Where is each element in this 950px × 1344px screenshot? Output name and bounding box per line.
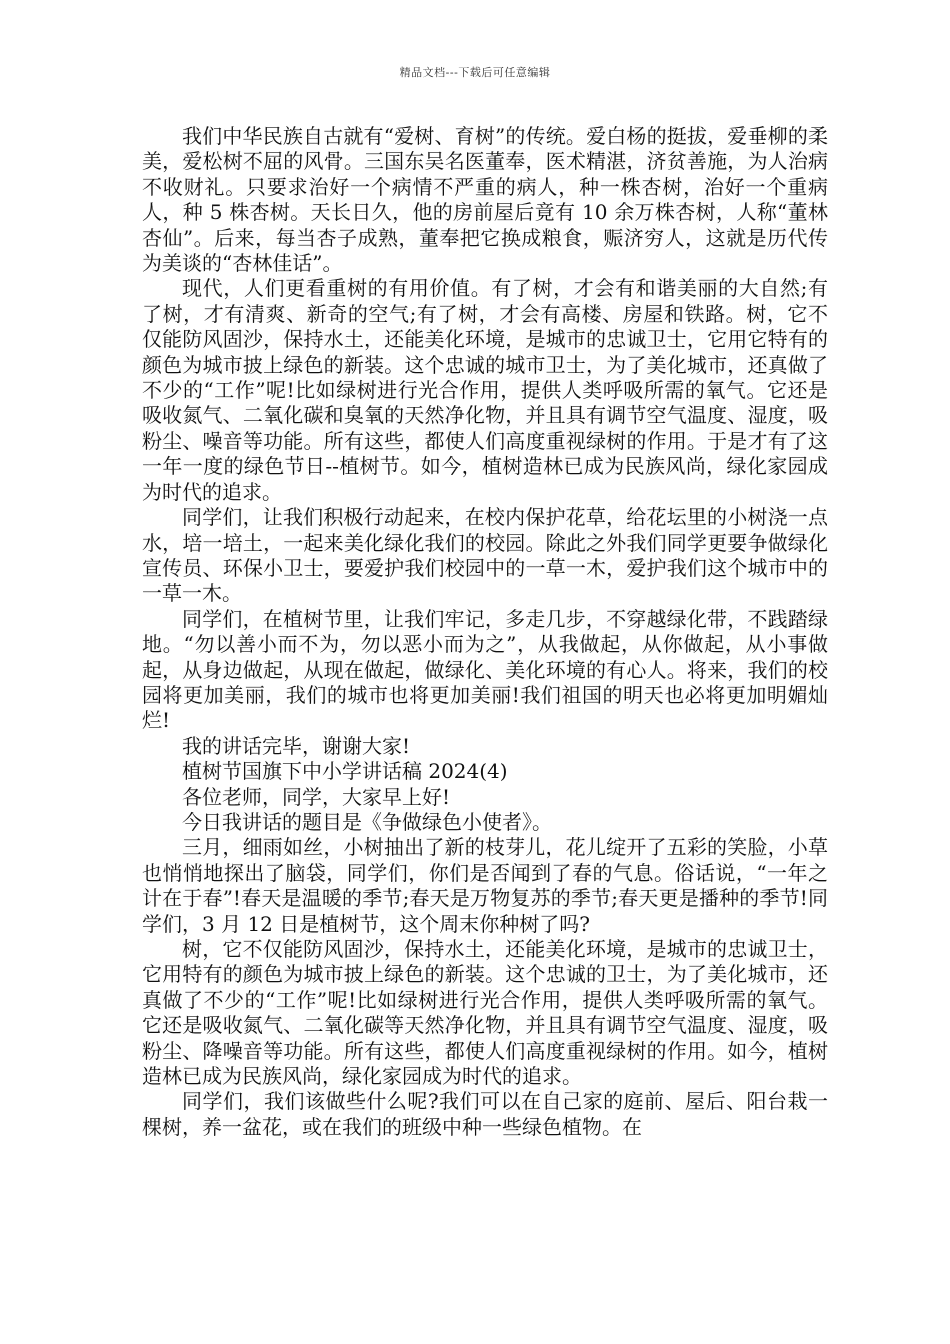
paragraph-spring: 三月，细雨如丝，小树抽出了新的枝芽儿，花儿绽开了五彩的笑脸，小草也悄悄地探出了脑袋，同学们，你们是否闻到了春的气息。俗话说，“一年之计在于春”!春天是温暖的季节;春天是万物复苏的季节;春天更是播种的季节!同学们，3 月 12 日是植树节，这个周末你种树了吗?	[142, 835, 828, 936]
section-title: 植树节国旗下中小学讲话稿 2024(4)	[182, 759, 508, 784]
paragraph-value-of-trees: 现代，人们更看重树的有用价值。有了树，才会有和谐美丽的大自然;有了树，才有清爽、新奇的空气;有了树，才会有高楼、房屋和铁路。树，它不仅能防风固沙，保持水土，还能美化环境，是城市的忠诚卫士，它用它特有的颜色为城市披上绿色的新装。这个忠诚的城市卫士，为了美化城市，还真做了不少的“工作”呢!比如绿树进行光合作用，提供人类呼吸所需的氧气。它还是吸收氮气、二氧化碳和臭氧的天然净化物，并且具有调节空气温度、湿度，吸粉尘、噪音等功能。所有这些，都使人们高度重视绿树的作用。于是才有了这一年一度的绿色节日--植树节。如今，植树造林已成为民族风尚，绿化家园成为时代的追求。	[142, 276, 828, 504]
paragraph-greeting: 各位老师，同学，大家早上好!	[182, 784, 451, 809]
paragraph-protect-green: 同学们，在植树节里，让我们牢记，多走几步，不穿越绿化带，不践踏绿地。“勿以善小而不为，勿以恶小而为之”，从我做起，从你做起，从小事做起，从身边做起，从现在做起，做绿化、美化环境的有心人。将来，我们的校园将更加美丽，我们的城市也将更加美丽!我们祖国的明天也必将更加明媚灿烂!	[142, 606, 828, 733]
paragraph-apricot-forest-story: 我们中华民族自古就有“爱树、育树”的传统。爱白杨的挺拔，爱垂柳的柔美，爱松树不屈的风骨。三国东吴名医董奉，医术精湛，济贫善施，为人治病不收财礼。只要求治好一个病情不严重的病人，种一株杏树，治好一个重病人，种 5 株杏树。天长日久，他的房前屋后竟有 10 余万株杏树，人称“董林杏仙”。后来，每当杏子成熟，董奉把它换成粮食，赈济穷人，这就是历代传为美谈的“杏林佳话”。	[142, 124, 828, 276]
paragraph-trees-guardian: 树，它不仅能防风固沙，保持水土，还能美化环境，是城市的忠诚卫士，它用特有的颜色为城市披上绿色的新装。这个忠诚的卫士，为了美化城市，还真做了不少的“工作”呢!比如绿树进行光合作用，提供人类呼吸所需的氧气。它还是吸收氮气、二氧化碳等天然净化物，并且具有调节空气温度、湿度，吸粉尘、降噪音等功能。所有这些，都使人们高度重视绿树的作用。如今，植树造林已成为民族风尚，绿化家园成为时代的追求。	[142, 937, 828, 1089]
page-header-watermark: 精品文档---下载后可任意编辑	[399, 66, 551, 79]
paragraph-closing-thanks: 我的讲话完毕，谢谢大家!	[182, 733, 411, 758]
document-body	[142, 124, 828, 1140]
paragraph-what-to-do: 同学们，我们该做些什么呢?我们可以在自己家的庭前、屋后、阳台栽一棵树，养一盆花，或在我们的班级中种一些绿色植物。在	[142, 1089, 828, 1139]
paragraph-speech-topic: 今日我讲话的题目是《争做绿色小使者》。	[182, 809, 552, 834]
paragraph-call-to-action: 同学们，让我们积极行动起来，在校内保护花草，给花坛里的小树浇一点水，培一培土，一起来美化绿化我们的校园。除此之外我们同学更要争做绿化宣传员、环保小卫士，要爱护我们校园中的一草一木，爱护我们这个城市中的一草一木。	[142, 505, 828, 606]
